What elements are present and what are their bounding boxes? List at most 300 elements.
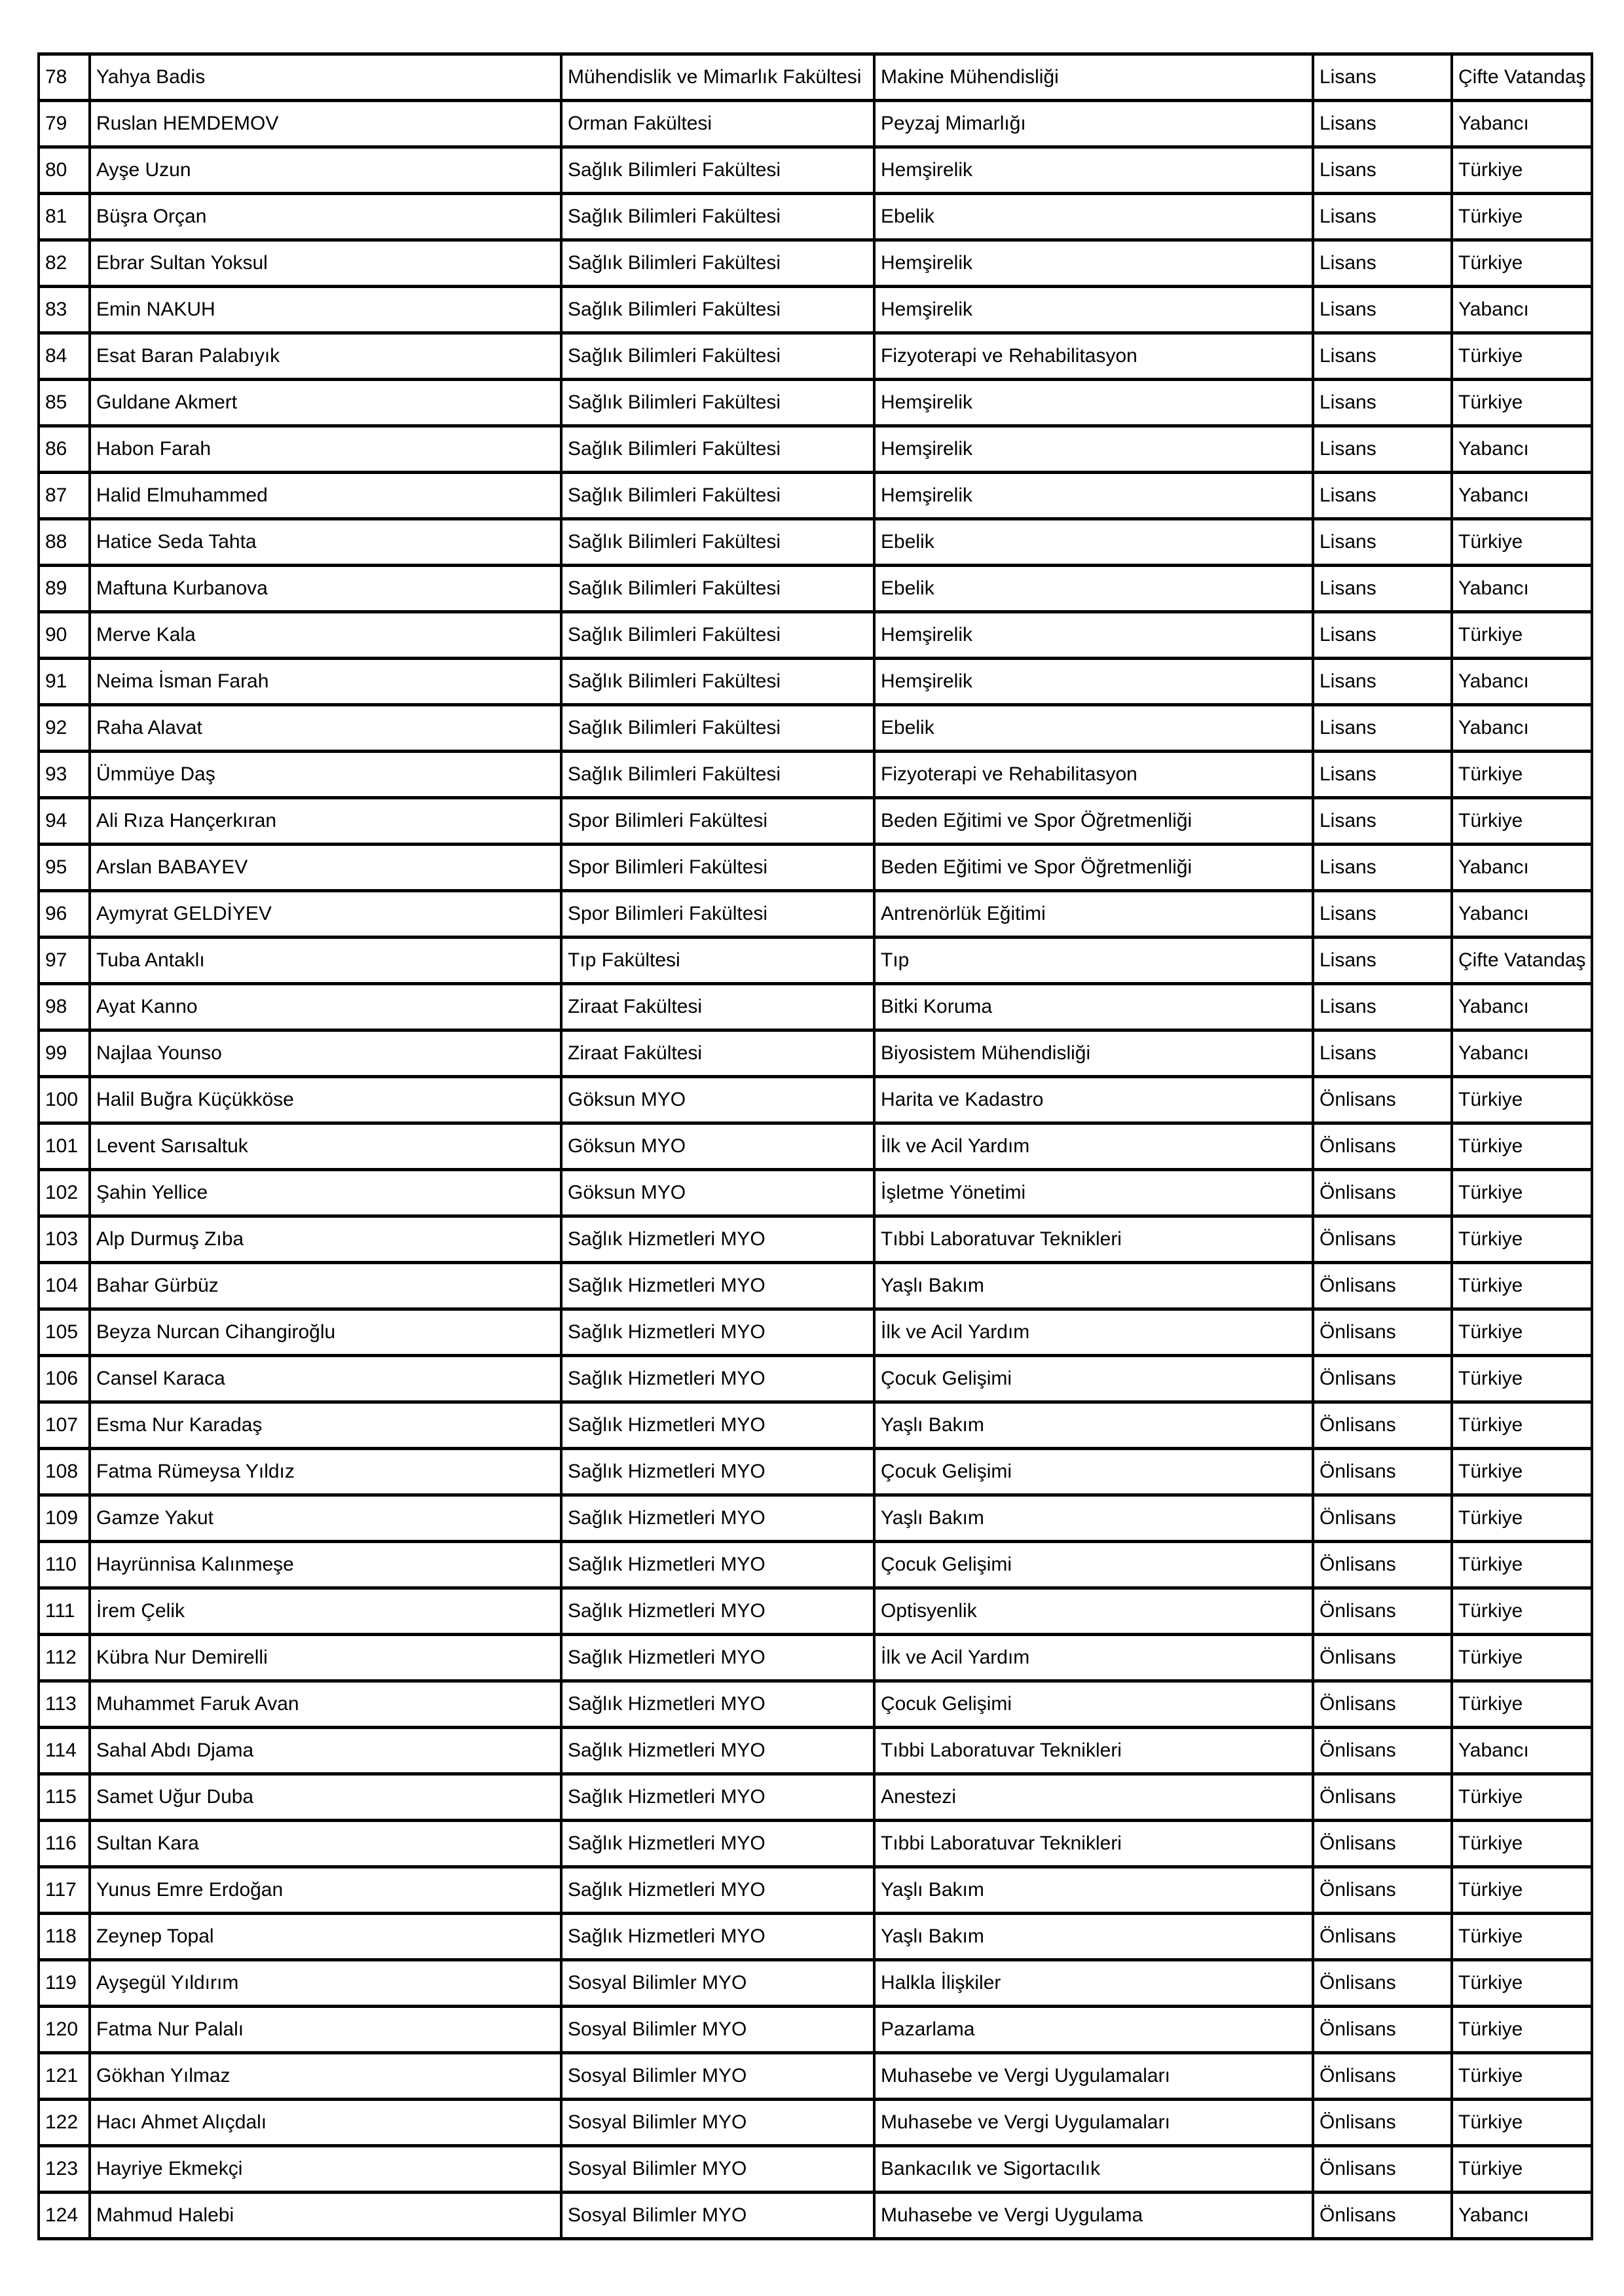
cell-faculty: Göksun MYO — [561, 1077, 874, 1123]
table-row — [39, 1216, 1592, 1263]
cell-level: Lisans — [1313, 147, 1452, 194]
cell-name: Zeynep Topal — [90, 1914, 561, 1960]
cell-name: Ebrar Sultan Yoksul — [90, 240, 561, 287]
cell-department: Yaşlı Bakım — [874, 1867, 1313, 1914]
cell-nationality: Türkiye — [1452, 1914, 1592, 1960]
cell-department: Biyosistem Mühendisliği — [874, 1030, 1313, 1077]
cell-name: Najlaa Younso — [90, 1030, 561, 1077]
table-row — [39, 101, 1592, 147]
cell-faculty: Sağlık Bilimleri Fakültesi — [561, 380, 874, 426]
cell-no: 110 — [39, 1542, 90, 1588]
cell-faculty: Sağlık Hizmetleri MYO — [561, 1542, 874, 1588]
cell-level: Önlisans — [1313, 1495, 1452, 1542]
cell-nationality: Yabancı — [1452, 2193, 1592, 2239]
cell-nationality: Yabancı — [1452, 891, 1592, 938]
cell-nationality: Türkiye — [1452, 1542, 1592, 1588]
cell-no: 115 — [39, 1774, 90, 1821]
cell-name: Halid Elmuhammed — [90, 473, 561, 519]
cell-name: Fatma Rümeysa Yıldız — [90, 1449, 561, 1495]
cell-level: Lisans — [1313, 566, 1452, 612]
cell-faculty: Sağlık Hizmetleri MYO — [561, 1914, 874, 1960]
cell-faculty: Sağlık Hizmetleri MYO — [561, 1449, 874, 1495]
cell-faculty: Sağlık Bilimleri Fakültesi — [561, 194, 874, 240]
cell-level: Önlisans — [1313, 1077, 1452, 1123]
table-row — [39, 705, 1592, 752]
cell-department: Ebelik — [874, 705, 1313, 752]
cell-no: 83 — [39, 287, 90, 333]
cell-faculty: Mühendislik ve Mimarlık Fakültesi — [561, 54, 874, 101]
cell-faculty: Sağlık Hizmetleri MYO — [561, 1774, 874, 1821]
cell-name: Alp Durmuş Zıba — [90, 1216, 561, 1263]
cell-name: Mahmud Halebi — [90, 2193, 561, 2239]
cell-name: Ayşegül Yıldırım — [90, 1960, 561, 2007]
cell-department: Fizyoterapi ve Rehabilitasyon — [874, 752, 1313, 798]
cell-level: Lisans — [1313, 194, 1452, 240]
cell-level: Önlisans — [1313, 2100, 1452, 2146]
cell-nationality: Türkiye — [1452, 1216, 1592, 1263]
cell-name: Emin NAKUH — [90, 287, 561, 333]
cell-nationality: Türkiye — [1452, 1077, 1592, 1123]
cell-nationality: Yabancı — [1452, 705, 1592, 752]
cell-nationality: Türkiye — [1452, 798, 1592, 845]
table-row — [39, 938, 1592, 984]
table-row — [39, 1867, 1592, 1914]
cell-nationality: Türkiye — [1452, 1356, 1592, 1402]
cell-name: Hatice Seda Tahta — [90, 519, 561, 566]
cell-level: Önlisans — [1313, 1681, 1452, 1728]
table-row — [39, 240, 1592, 287]
cell-no: 96 — [39, 891, 90, 938]
cell-department: Yaşlı Bakım — [874, 1914, 1313, 1960]
cell-name: Cansel Karaca — [90, 1356, 561, 1402]
cell-faculty: Sağlık Bilimleri Fakültesi — [561, 473, 874, 519]
cell-nationality: Türkiye — [1452, 240, 1592, 287]
cell-faculty: Göksun MYO — [561, 1123, 874, 1170]
cell-level: Önlisans — [1313, 2146, 1452, 2193]
cell-name: Ümmüye Daş — [90, 752, 561, 798]
table-row — [39, 1542, 1592, 1588]
cell-name: İrem Çelik — [90, 1588, 561, 1635]
cell-name: Esma Nur Karadaş — [90, 1402, 561, 1449]
table-row — [39, 984, 1592, 1030]
cell-department: Hemşirelik — [874, 659, 1313, 705]
cell-no: 102 — [39, 1170, 90, 1216]
cell-name: Merve Kala — [90, 612, 561, 659]
cell-level: Önlisans — [1313, 2193, 1452, 2239]
cell-no: 117 — [39, 1867, 90, 1914]
cell-level: Lisans — [1313, 798, 1452, 845]
cell-no: 100 — [39, 1077, 90, 1123]
cell-name: Büşra Orçan — [90, 194, 561, 240]
cell-name: Şahin Yellice — [90, 1170, 561, 1216]
table-row — [39, 473, 1592, 519]
cell-faculty: Tıp Fakültesi — [561, 938, 874, 984]
cell-level: Lisans — [1313, 1030, 1452, 1077]
cell-name: Habon Farah — [90, 426, 561, 473]
cell-no: 121 — [39, 2053, 90, 2100]
cell-nationality: Türkiye — [1452, 1635, 1592, 1681]
cell-nationality: Çifte Vatandaş — [1452, 938, 1592, 984]
cell-level: Önlisans — [1313, 1914, 1452, 1960]
table-row — [39, 1402, 1592, 1449]
cell-faculty: Sağlık Hizmetleri MYO — [561, 1495, 874, 1542]
cell-department: Hemşirelik — [874, 473, 1313, 519]
cell-department: Hemşirelik — [874, 147, 1313, 194]
table-row — [39, 1774, 1592, 1821]
cell-no: 120 — [39, 2007, 90, 2053]
cell-nationality: Türkiye — [1452, 2146, 1592, 2193]
cell-nationality: Türkiye — [1452, 1588, 1592, 1635]
cell-no: 99 — [39, 1030, 90, 1077]
table-row — [39, 1495, 1592, 1542]
cell-no: 111 — [39, 1588, 90, 1635]
cell-level: Lisans — [1313, 240, 1452, 287]
cell-name: Neima İsman Farah — [90, 659, 561, 705]
cell-nationality: Türkiye — [1452, 519, 1592, 566]
table-row — [39, 333, 1592, 380]
table-row — [39, 1681, 1592, 1728]
cell-level: Önlisans — [1313, 1263, 1452, 1309]
cell-department: Anestezi — [874, 1774, 1313, 1821]
cell-no: 119 — [39, 1960, 90, 2007]
cell-faculty: Sağlık Hizmetleri MYO — [561, 1867, 874, 1914]
cell-no: 97 — [39, 938, 90, 984]
cell-name: Gökhan Yılmaz — [90, 2053, 561, 2100]
cell-no: 84 — [39, 333, 90, 380]
cell-no: 92 — [39, 705, 90, 752]
cell-department: Çocuk Gelişimi — [874, 1681, 1313, 1728]
cell-department: Beden Eğitimi ve Spor Öğretmenliği — [874, 845, 1313, 891]
cell-faculty: Sağlık Hizmetleri MYO — [561, 1356, 874, 1402]
cell-level: Önlisans — [1313, 1588, 1452, 1635]
cell-nationality: Yabancı — [1452, 101, 1592, 147]
cell-name: Esat Baran Palabıyık — [90, 333, 561, 380]
table-row — [39, 612, 1592, 659]
cell-level: Lisans — [1313, 473, 1452, 519]
cell-level: Önlisans — [1313, 1635, 1452, 1681]
cell-no: 87 — [39, 473, 90, 519]
cell-department: Hemşirelik — [874, 240, 1313, 287]
cell-level: Lisans — [1313, 380, 1452, 426]
cell-no: 109 — [39, 1495, 90, 1542]
cell-name: Maftuna Kurbanova — [90, 566, 561, 612]
cell-no: 85 — [39, 380, 90, 426]
cell-nationality: Türkiye — [1452, 1960, 1592, 2007]
cell-name: Tuba Antaklı — [90, 938, 561, 984]
cell-nationality: Yabancı — [1452, 845, 1592, 891]
table-row — [39, 1635, 1592, 1681]
table-row — [39, 1588, 1592, 1635]
cell-name: Sultan Kara — [90, 1821, 561, 1867]
table-row — [39, 1449, 1592, 1495]
cell-department: Antrenörlük Eğitimi — [874, 891, 1313, 938]
cell-department: İlk ve Acil Yardım — [874, 1635, 1313, 1681]
cell-level: Önlisans — [1313, 1774, 1452, 1821]
cell-level: Lisans — [1313, 845, 1452, 891]
cell-nationality: Türkiye — [1452, 2053, 1592, 2100]
cell-nationality: Türkiye — [1452, 1309, 1592, 1356]
cell-no: 114 — [39, 1728, 90, 1774]
cell-nationality: Türkiye — [1452, 194, 1592, 240]
cell-faculty: Sağlık Hizmetleri MYO — [561, 1263, 874, 1309]
cell-department: Tıbbi Laboratuvar Teknikleri — [874, 1728, 1313, 1774]
cell-name: Bahar Gürbüz — [90, 1263, 561, 1309]
cell-name: Yahya Badis — [90, 54, 561, 101]
cell-level: Önlisans — [1313, 1309, 1452, 1356]
cell-no: 79 — [39, 101, 90, 147]
cell-level: Önlisans — [1313, 1402, 1452, 1449]
cell-department: Pazarlama — [874, 2007, 1313, 2053]
cell-level: Önlisans — [1313, 1867, 1452, 1914]
cell-faculty: Ziraat Fakültesi — [561, 984, 874, 1030]
table-row — [39, 2007, 1592, 2053]
cell-department: Çocuk Gelişimi — [874, 1449, 1313, 1495]
cell-name: Halil Buğra Küçükköse — [90, 1077, 561, 1123]
cell-department: Muhasebe ve Vergi Uygulamaları — [874, 2053, 1313, 2100]
cell-no: 104 — [39, 1263, 90, 1309]
cell-no: 118 — [39, 1914, 90, 1960]
cell-department: Tıbbi Laboratuvar Teknikleri — [874, 1216, 1313, 1263]
cell-nationality: Türkiye — [1452, 2007, 1592, 2053]
cell-name: Levent Sarısaltuk — [90, 1123, 561, 1170]
cell-department: Fizyoterapi ve Rehabilitasyon — [874, 333, 1313, 380]
cell-department: Hemşirelik — [874, 287, 1313, 333]
cell-no: 94 — [39, 798, 90, 845]
cell-level: Önlisans — [1313, 1123, 1452, 1170]
cell-faculty: Sosyal Bilimler MYO — [561, 1960, 874, 2007]
cell-no: 103 — [39, 1216, 90, 1263]
table-row — [39, 566, 1592, 612]
cell-faculty: Sağlık Hizmetleri MYO — [561, 1216, 874, 1263]
cell-faculty: Sağlık Hizmetleri MYO — [561, 1588, 874, 1635]
cell-department: Bitki Koruma — [874, 984, 1313, 1030]
cell-faculty: Sağlık Hizmetleri MYO — [561, 1728, 874, 1774]
cell-department: Makine Mühendisliği — [874, 54, 1313, 101]
cell-name: Ayşe Uzun — [90, 147, 561, 194]
cell-department: Halkla İlişkiler — [874, 1960, 1313, 2007]
cell-name: Kübra Nur Demirelli — [90, 1635, 561, 1681]
cell-faculty: Sağlık Bilimleri Fakültesi — [561, 705, 874, 752]
table-row — [39, 287, 1592, 333]
cell-level: Önlisans — [1313, 1542, 1452, 1588]
cell-no: 88 — [39, 519, 90, 566]
cell-department: Beden Eğitimi ve Spor Öğretmenliği — [874, 798, 1313, 845]
table-row — [39, 426, 1592, 473]
table-row — [39, 2100, 1592, 2146]
cell-nationality: Türkiye — [1452, 1495, 1592, 1542]
cell-level: Önlisans — [1313, 2053, 1452, 2100]
cell-no: 112 — [39, 1635, 90, 1681]
table-row — [39, 1356, 1592, 1402]
cell-nationality: Yabancı — [1452, 566, 1592, 612]
cell-faculty: Spor Bilimleri Fakültesi — [561, 798, 874, 845]
cell-level: Önlisans — [1313, 1216, 1452, 1263]
cell-name: Fatma Nur Palalı — [90, 2007, 561, 2053]
cell-nationality: Türkiye — [1452, 380, 1592, 426]
cell-faculty: Sağlık Hizmetleri MYO — [561, 1309, 874, 1356]
cell-level: Önlisans — [1313, 2007, 1452, 2053]
table-row — [39, 1821, 1592, 1867]
cell-level: Önlisans — [1313, 1960, 1452, 2007]
cell-nationality: Türkiye — [1452, 1867, 1592, 1914]
cell-faculty: Sağlık Bilimleri Fakültesi — [561, 287, 874, 333]
cell-no: 86 — [39, 426, 90, 473]
cell-department: Tıbbi Laboratuvar Teknikleri — [874, 1821, 1313, 1867]
cell-department: Yaşlı Bakım — [874, 1495, 1313, 1542]
cell-level: Lisans — [1313, 984, 1452, 1030]
table-row — [39, 1170, 1592, 1216]
cell-no: 78 — [39, 54, 90, 101]
cell-level: Önlisans — [1313, 1449, 1452, 1495]
roster-body — [39, 54, 1592, 2239]
cell-nationality: Çifte Vatandaş — [1452, 54, 1592, 101]
cell-no: 80 — [39, 147, 90, 194]
cell-nationality: Yabancı — [1452, 1728, 1592, 1774]
cell-no: 82 — [39, 240, 90, 287]
cell-no: 108 — [39, 1449, 90, 1495]
cell-faculty: Sağlık Bilimleri Fakültesi — [561, 659, 874, 705]
cell-faculty: Sağlık Bilimleri Fakültesi — [561, 612, 874, 659]
cell-department: İlk ve Acil Yardım — [874, 1309, 1313, 1356]
cell-level: Lisans — [1313, 612, 1452, 659]
cell-faculty: Sağlık Hizmetleri MYO — [561, 1821, 874, 1867]
cell-level: Lisans — [1313, 891, 1452, 938]
cell-no: 105 — [39, 1309, 90, 1356]
table-row — [39, 54, 1592, 101]
cell-level: Lisans — [1313, 705, 1452, 752]
cell-department: Ebelik — [874, 566, 1313, 612]
cell-nationality: Türkiye — [1452, 1681, 1592, 1728]
cell-level: Lisans — [1313, 101, 1452, 147]
table-row — [39, 1309, 1592, 1356]
cell-name: Aymyrat GELDİYEV — [90, 891, 561, 938]
cell-faculty: Göksun MYO — [561, 1170, 874, 1216]
table-row — [39, 1728, 1592, 1774]
table-row — [39, 2146, 1592, 2193]
cell-nationality: Türkiye — [1452, 147, 1592, 194]
cell-name: Beyza Nurcan Cihangiroğlu — [90, 1309, 561, 1356]
table-row — [39, 1077, 1592, 1123]
cell-department: Hemşirelik — [874, 426, 1313, 473]
cell-nationality: Yabancı — [1452, 287, 1592, 333]
cell-nationality: Türkiye — [1452, 1123, 1592, 1170]
cell-department: Muhasebe ve Vergi Uygulama — [874, 2193, 1313, 2239]
cell-faculty: Sağlık Hizmetleri MYO — [561, 1402, 874, 1449]
table-row — [39, 2053, 1592, 2100]
cell-name: Ayat Kanno — [90, 984, 561, 1030]
table-row — [39, 845, 1592, 891]
cell-no: 89 — [39, 566, 90, 612]
cell-level: Önlisans — [1313, 1821, 1452, 1867]
cell-level: Önlisans — [1313, 1728, 1452, 1774]
cell-department: Yaşlı Bakım — [874, 1402, 1313, 1449]
cell-no: 95 — [39, 845, 90, 891]
cell-nationality: Türkiye — [1452, 2100, 1592, 2146]
cell-department: İlk ve Acil Yardım — [874, 1123, 1313, 1170]
cell-nationality: Türkiye — [1452, 752, 1592, 798]
cell-faculty: Sağlık Bilimleri Fakültesi — [561, 147, 874, 194]
cell-faculty: Sağlık Bilimleri Fakültesi — [561, 333, 874, 380]
cell-nationality: Türkiye — [1452, 1402, 1592, 1449]
cell-name: Guldane Akmert — [90, 380, 561, 426]
cell-no: 123 — [39, 2146, 90, 2193]
cell-no: 124 — [39, 2193, 90, 2239]
cell-department: Ebelik — [874, 519, 1313, 566]
cell-department: Peyzaj Mimarlığı — [874, 101, 1313, 147]
cell-level: Lisans — [1313, 54, 1452, 101]
cell-level: Lisans — [1313, 938, 1452, 984]
table-row — [39, 798, 1592, 845]
cell-nationality: Türkiye — [1452, 1170, 1592, 1216]
cell-name: Hayrünnisa Kalınmeşe — [90, 1542, 561, 1588]
cell-faculty: Sosyal Bilimler MYO — [561, 2193, 874, 2239]
cell-name: Raha Alavat — [90, 705, 561, 752]
cell-faculty: Sağlık Bilimleri Fakültesi — [561, 519, 874, 566]
cell-department: Optisyenlik — [874, 1588, 1313, 1635]
cell-name: Samet Uğur Duba — [90, 1774, 561, 1821]
table-row — [39, 1263, 1592, 1309]
cell-no: 101 — [39, 1123, 90, 1170]
cell-faculty: Sosyal Bilimler MYO — [561, 2007, 874, 2053]
cell-level: Önlisans — [1313, 1356, 1452, 1402]
cell-department: Ebelik — [874, 194, 1313, 240]
cell-department: Hemşirelik — [874, 612, 1313, 659]
cell-faculty: Sosyal Bilimler MYO — [561, 2100, 874, 2146]
table-row — [39, 194, 1592, 240]
cell-department: Çocuk Gelişimi — [874, 1542, 1313, 1588]
table-row — [39, 1030, 1592, 1077]
table-row — [39, 891, 1592, 938]
table-row — [39, 380, 1592, 426]
cell-no: 116 — [39, 1821, 90, 1867]
cell-faculty: Spor Bilimleri Fakültesi — [561, 845, 874, 891]
cell-level: Lisans — [1313, 752, 1452, 798]
cell-faculty: Sosyal Bilimler MYO — [561, 2053, 874, 2100]
cell-faculty: Sağlık Hizmetleri MYO — [561, 1681, 874, 1728]
student-roster-table — [37, 52, 1593, 2240]
cell-nationality: Yabancı — [1452, 984, 1592, 1030]
cell-department: Harita ve Kadastro — [874, 1077, 1313, 1123]
cell-no: 122 — [39, 2100, 90, 2146]
cell-nationality: Yabancı — [1452, 426, 1592, 473]
cell-department: İşletme Yönetimi — [874, 1170, 1313, 1216]
cell-name: Hacı Ahmet Alıçdalı — [90, 2100, 561, 2146]
cell-level: Önlisans — [1313, 1170, 1452, 1216]
cell-department: Hemşirelik — [874, 380, 1313, 426]
table-row — [39, 659, 1592, 705]
cell-no: 98 — [39, 984, 90, 1030]
table-row — [39, 2193, 1592, 2239]
table-row — [39, 1960, 1592, 2007]
cell-name: Sahal Abdı Djama — [90, 1728, 561, 1774]
cell-name: Gamze Yakut — [90, 1495, 561, 1542]
cell-level: Lisans — [1313, 287, 1452, 333]
cell-faculty: Sağlık Bilimleri Fakültesi — [561, 752, 874, 798]
cell-faculty: Sağlık Bilimleri Fakültesi — [561, 426, 874, 473]
cell-name: Ali Rıza Hançerkıran — [90, 798, 561, 845]
cell-nationality: Türkiye — [1452, 1774, 1592, 1821]
cell-name: Ruslan HEMDEMOV — [90, 101, 561, 147]
cell-department: Tıp — [874, 938, 1313, 984]
cell-level: Lisans — [1313, 426, 1452, 473]
cell-department: Muhasebe ve Vergi Uygulamaları — [874, 2100, 1313, 2146]
cell-level: Lisans — [1313, 333, 1452, 380]
cell-nationality: Yabancı — [1452, 659, 1592, 705]
cell-faculty: Orman Fakültesi — [561, 101, 874, 147]
cell-level: Lisans — [1313, 519, 1452, 566]
cell-name: Muhammet Faruk Avan — [90, 1681, 561, 1728]
cell-nationality: Türkiye — [1452, 612, 1592, 659]
